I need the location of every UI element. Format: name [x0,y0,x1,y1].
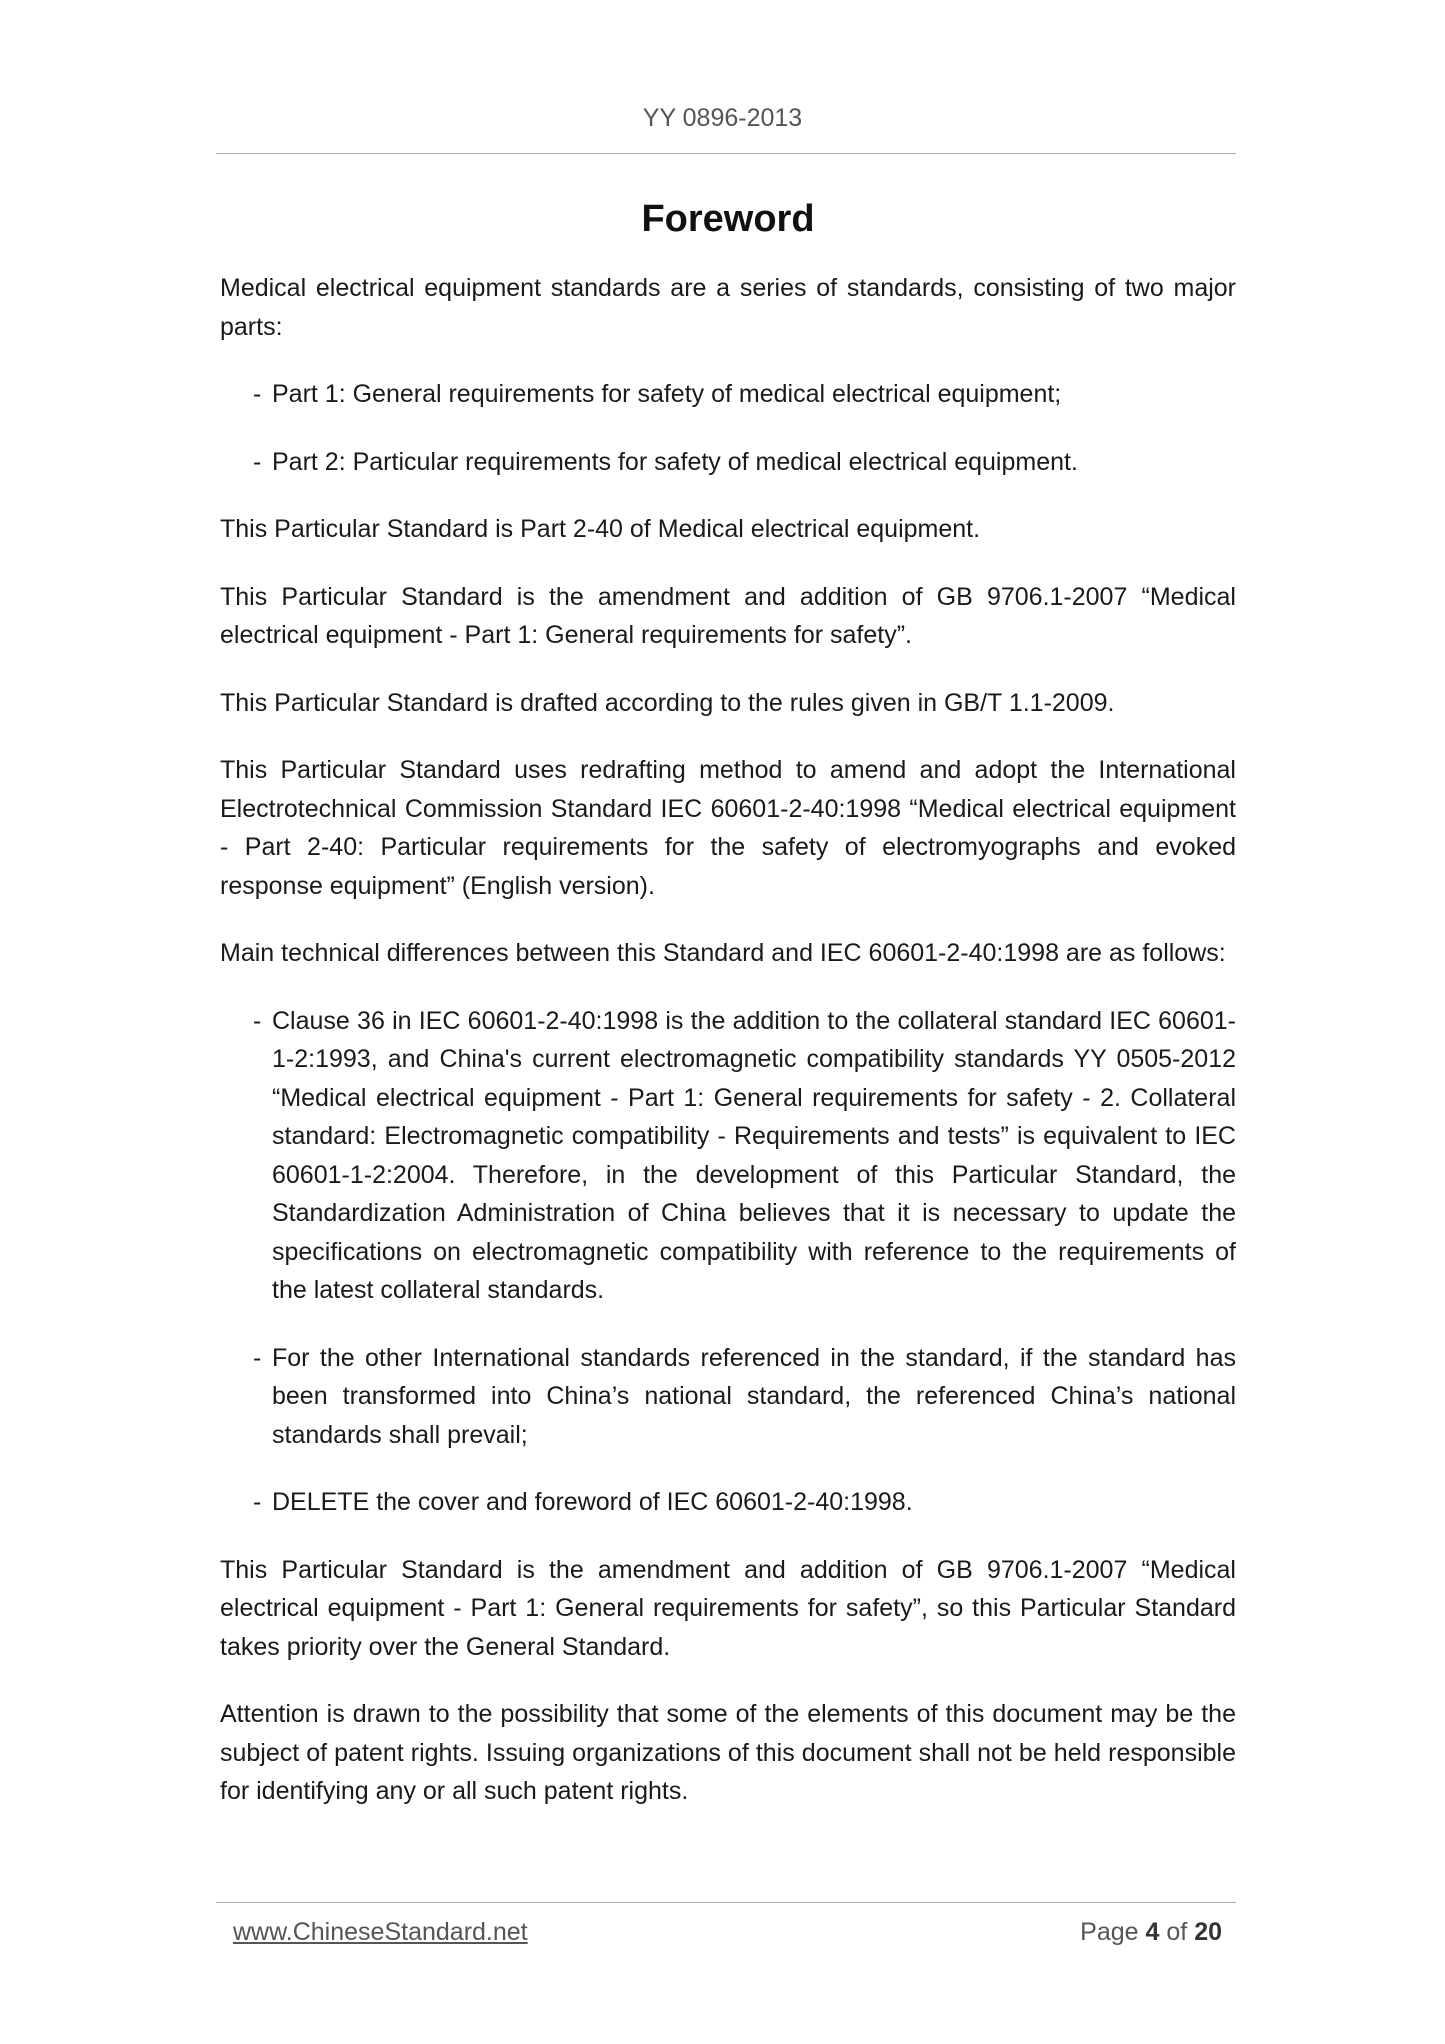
footer-divider [216,1902,1236,1903]
page-total: 20 [1194,1918,1222,1946]
list-item-text: Part 2: Particular requirements for safety of medical electrical equipment. [272,447,1078,476]
list-item-part-1 [220,375,1236,414]
paragraph-intro: Medical electrical equipment standards are a series of standards, consisting of two major parts: [220,274,1236,341]
page-of: of [1166,1918,1188,1946]
paragraph-part-number: This Particular Standard is Part 2-40 of Medical electrical equipment. [220,515,981,543]
paragraph-drafting-rules: This Particular Standard is drafted according to the rules given in GB/T 1.1-2009. [220,688,1115,717]
list-item-difference-2 [220,1339,1236,1455]
bullet-marker: - [253,1488,262,1516]
list-item-text: Part 1: General requirements for safety of medical electrical equipment; [272,380,1062,408]
bullet-marker: - [253,447,262,476]
bullet-marker: - [253,380,262,408]
list-item-text: Clause 36 in IEC 60601-2-40:1998 is the addition to the collateral standard IEC 60601-1-2:1993, and China's current electromagnetic compatibility standards YY 0505-2012 “Medical electrical equipment - Part 1: General requirements for safety - 2. Collateral standard: Electromagnetic compatibility - Requirements and tests” is equivalent to IEC 60601-1-2:2004. Therefore, in the development of this Particular Standard, the Standardization Administration of China believes that it is necessary to update the specifications on electromagnetic compatibility with reference to the requirements of the latest collateral standards. [272,1006,1236,1304]
page-current: 4 [1145,1918,1160,1946]
document-code-header: YY 0896-2013 [642,104,803,132]
list-item-part-2 [220,443,1236,482]
page-label: Page [1080,1918,1139,1946]
paragraph-priority: This Particular Standard is the amendment and addition of GB 9706.1-2007 “Medical electrical equipment - Part 1: General requirements for safety”, so this Particular Standard takes priority over the General Standard. [220,1555,1236,1661]
paragraph-adoption: This Particular Standard uses redrafting method to amend and adopt the International Electrotechnical Commission Standard IEC 60601-2-40:1998 “Medical electrical equipment - Part 2-40: Particular requirements for the safety of electromyographs and evoked response equipment” (English version). [220,756,1236,900]
paragraph-amendment: This Particular Standard is the amendment and addition of GB 9706.1-2007 “Medical electrical equipment - Part 1: General requirements for safety”. [220,582,1236,649]
list-item-difference-3 [220,1483,1236,1522]
bullet-marker: - [253,1006,262,1035]
page-title: Foreword [641,198,815,240]
paragraph-differences-intro: Main technical differences between this Standard and IEC 60601-2-40:1998 are as follows: [220,939,1226,967]
list-item-text: DELETE the cover and foreword of IEC 60601-2-40:1998. [272,1488,913,1516]
header-divider [216,153,1236,154]
paragraph-patent-notice: Attention is drawn to the possibility that some of the elements of this document may be the subject of patent rights. Issuing organizations of this document shall not be held responsible for identifying any or all such patent rights. [220,1700,1236,1805]
bullet-marker: - [253,1343,262,1372]
list-item-text: For the other International standards referenced in the standard, if the standard has been transformed into China’s national standard, the referenced China’s national standards shall prevail; [272,1343,1236,1449]
list-item-difference-1 [220,1002,1236,1310]
page-content [220,185,1236,1840]
page-number [1080,1918,1222,1947]
website-link[interactable]: www.ChineseStandard.net [233,1918,528,1946]
